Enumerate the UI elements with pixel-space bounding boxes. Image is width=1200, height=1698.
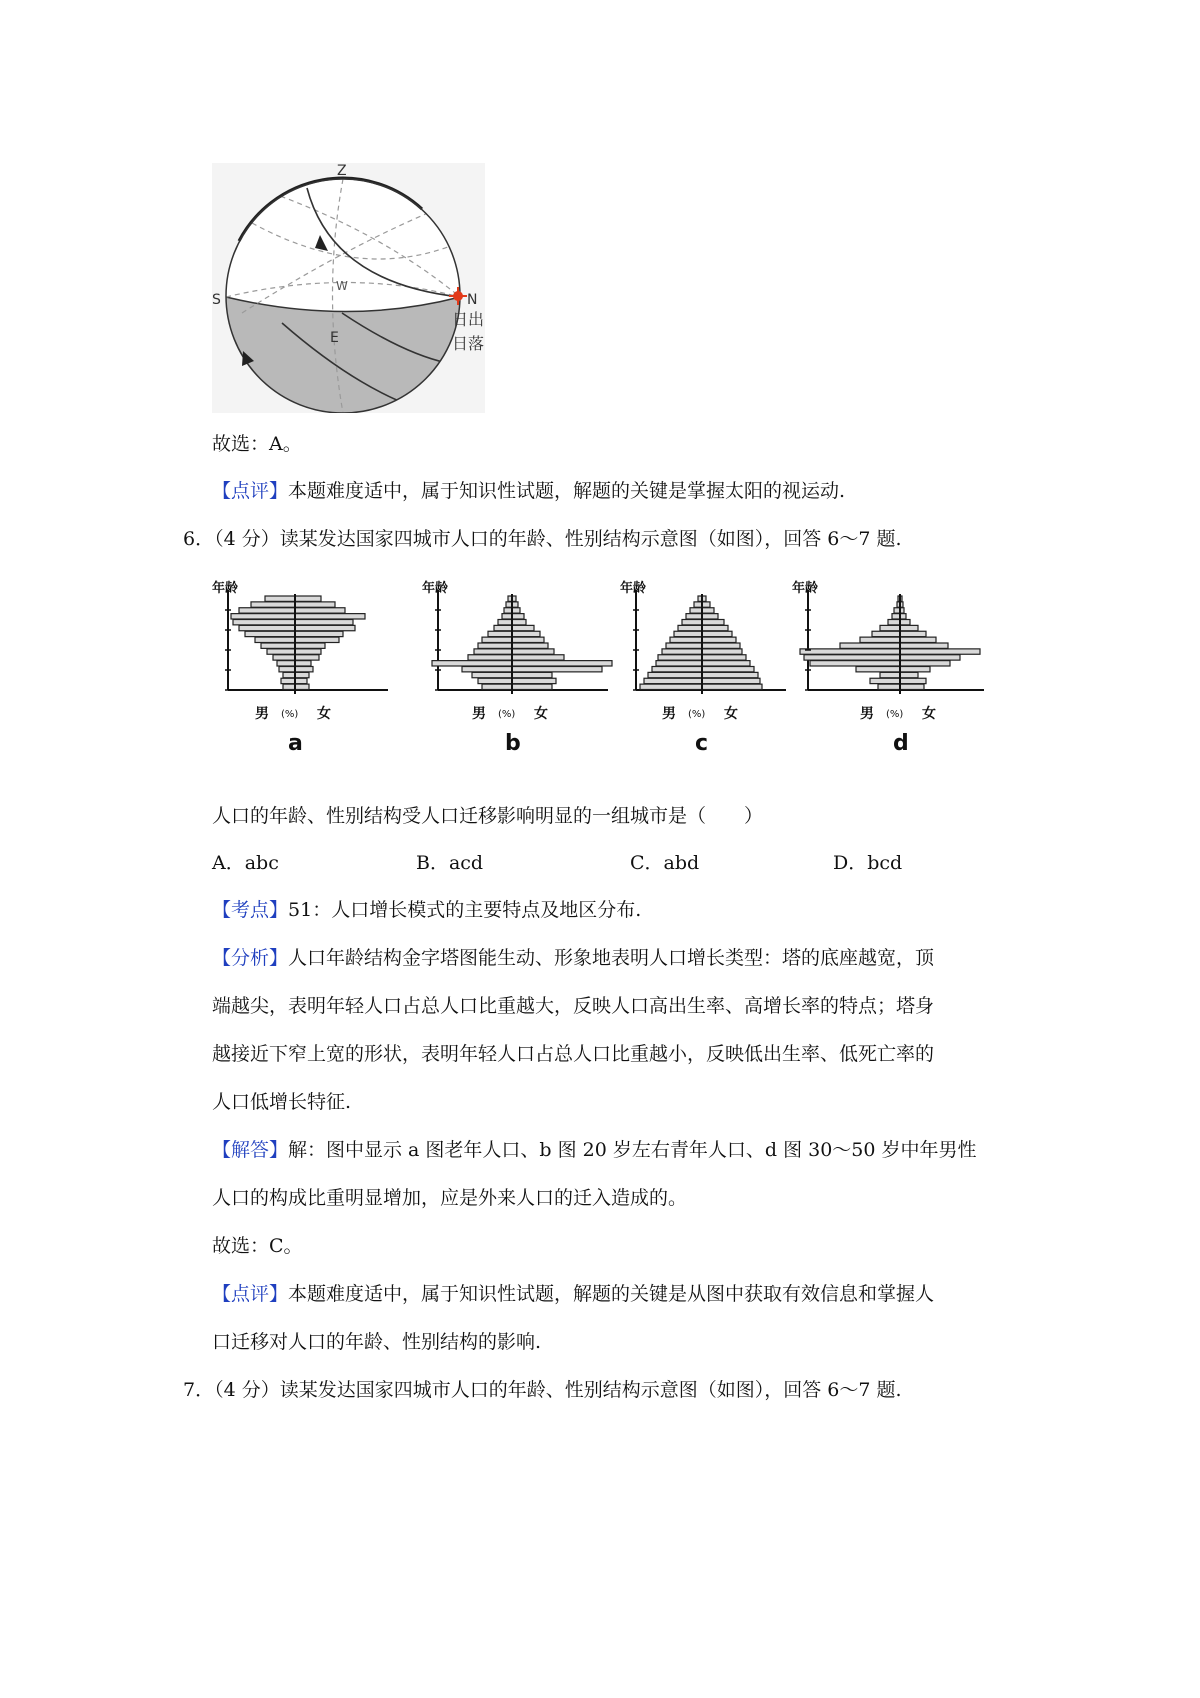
- pyramid-bar: [512, 643, 548, 648]
- pyramid-bar: [295, 614, 365, 619]
- pyramid-bar: [900, 661, 950, 666]
- unit-label: (%): [886, 709, 904, 720]
- pyramid-bar: [261, 643, 295, 648]
- pyramid-bar: [702, 649, 742, 654]
- panel-letter-a: a: [288, 731, 303, 756]
- q6-fenxi-line-3: 越接近下窄上宽的形状，表明年轻人口占总人口比重越小，反映低出生率、低死亡率的: [212, 1043, 935, 1065]
- pyramid-bar: [512, 608, 520, 613]
- pyramid-bar: [245, 631, 295, 636]
- pyramid-bar: [900, 655, 960, 660]
- pyramid-bar: [283, 672, 295, 677]
- male-label: 男: [860, 706, 874, 722]
- male-label: 男: [472, 706, 486, 722]
- pyramid-panel-b: [422, 580, 612, 756]
- pyramid-bar: [702, 667, 754, 672]
- pyramid-bar: [512, 620, 526, 625]
- q6-comment-line-2: 口迁移对人口的年龄、性别结构的影响.: [212, 1331, 542, 1353]
- pyramid-bar: [295, 602, 335, 607]
- pyramid-bar: [295, 661, 311, 666]
- pyramid-bar: [702, 614, 718, 619]
- zenith-label: Z: [337, 163, 347, 179]
- pyramid-bar: [295, 608, 345, 613]
- q6-jieda-line-2: 人口的构成比重明显增加，应是外来人口的迁入造成的。: [212, 1187, 688, 1209]
- panel-letter-c: c: [695, 731, 709, 756]
- pyramid-bar: [267, 649, 295, 654]
- female-label: 女: [534, 706, 548, 722]
- pyramid-bar: [512, 667, 602, 672]
- jieda-tag: 【解答】: [212, 1139, 289, 1161]
- pyramid-bar: [674, 631, 702, 636]
- q7-stem: 7．（4 分）读某发达国家四城市人口的年龄、性别结构示意图（如图），回答 6～7 题.: [183, 1379, 902, 1401]
- pyramid-bar: [900, 625, 918, 630]
- pyramid-bar: [640, 684, 702, 689]
- pyramid-bar: [468, 655, 512, 660]
- pyramid-panel-c: [620, 580, 786, 756]
- q6-kaodian: [212, 897, 641, 923]
- pyramid-bar: [662, 649, 702, 654]
- pyramid-bar: [512, 661, 612, 666]
- sunset-label: 日落: [452, 334, 485, 353]
- pyramid-bar: [295, 649, 321, 654]
- pyramid-bar: [504, 608, 512, 613]
- pyramid-bar: [900, 667, 930, 672]
- pyramid-bar: [878, 684, 900, 689]
- pyramid-bar: [295, 684, 309, 689]
- pyramid-bar: [900, 672, 918, 677]
- pyramid-bar: [900, 684, 924, 689]
- option-b: B．acd: [416, 852, 484, 874]
- pyramid-bar: [281, 678, 295, 683]
- pyramid-bar: [295, 620, 353, 625]
- pyramid-bar: [512, 655, 564, 660]
- pyramid-bar: [702, 625, 728, 630]
- comment-text-1: 本题难度适中，属于知识性试题，解题的关键是从图中获取有效信息和掌握人: [288, 1283, 935, 1305]
- pyramid-bar: [702, 661, 750, 666]
- pyramid-bar: [652, 667, 702, 672]
- pyramid-bar: [870, 678, 900, 683]
- age-axis-label: 年龄: [422, 581, 449, 596]
- comment-tag: 【点评】: [212, 1283, 289, 1305]
- pyramid-bar: [498, 620, 512, 625]
- pyramid-bar: [265, 596, 295, 601]
- pyramid-bar: [512, 631, 540, 636]
- pyramid-bar: [512, 625, 534, 630]
- pyramid-bar: [295, 672, 309, 677]
- pyramid-bar: [462, 667, 512, 672]
- pyramid-bar: [295, 655, 319, 660]
- pyramid-bar: [251, 602, 295, 607]
- pyramid-bar: [694, 602, 702, 607]
- sunrise-label: 日出: [452, 310, 485, 329]
- pyramid-bar: [512, 637, 544, 642]
- pyramid-bar: [279, 667, 295, 672]
- pyramid-bar: [702, 678, 760, 683]
- kaodian-text: 51：人口增长模式的主要特点及地区分布.: [288, 899, 642, 921]
- age-axis-label: 年龄: [212, 581, 239, 596]
- pyramid-bar: [856, 667, 900, 672]
- east-label: E: [330, 330, 339, 346]
- pyramid-bar: [478, 643, 512, 648]
- pyramid-bar: [512, 614, 524, 619]
- pyramid-bar: [295, 637, 339, 642]
- q6-fenxi-line-2: 端越尖，表明年轻人口占总人口比重越大，反映人口高出生率、高增长率的特点；塔身: [212, 995, 935, 1017]
- pyramid-bar: [512, 672, 552, 677]
- fenxi-tag: 【分析】: [212, 947, 289, 969]
- fenxi-text-1: 人口年龄结构金字塔图能生动、形象地表明人口增长类型：塔的底座越宽，顶: [288, 947, 935, 969]
- comment-tag: 【点评】: [212, 480, 289, 502]
- q6-question: 人口的年龄、性别结构受人口迁移影响明显的一组城市是（ ）: [212, 805, 764, 827]
- north-label: N: [467, 292, 478, 308]
- pyramid-bar: [512, 649, 554, 654]
- celestial-sphere-figure: [212, 163, 485, 413]
- pyramid-bar: [800, 649, 900, 654]
- pyramid-bar: [273, 655, 295, 660]
- population-pyramids-figure: [210, 580, 1050, 780]
- pyramid-bar: [283, 684, 295, 689]
- pyramid-bar: [900, 643, 948, 648]
- age-axis-label: 年龄: [792, 581, 819, 596]
- pyramid-bar: [512, 684, 552, 689]
- unit-label: (%): [498, 709, 516, 720]
- pyramid-bar: [702, 684, 762, 689]
- unit-label: (%): [688, 709, 706, 720]
- pyramid-bar: [690, 608, 702, 613]
- pyramid-bar: [900, 649, 980, 654]
- pyramid-bar: [295, 625, 355, 630]
- female-label: 女: [922, 706, 936, 722]
- pyramid-bar: [678, 625, 702, 630]
- pyramid-bar: [860, 637, 900, 642]
- pyramid-bar: [295, 643, 325, 648]
- comment-text: 本题难度适中，属于知识性试题，解题的关键是掌握太阳的视运动.: [288, 480, 846, 502]
- pyramid-bar: [239, 625, 295, 630]
- jieda-text-1: 解：图中显示 a 图老年人口、b 图 20 岁左右青年人口、d 图 30～50 岁中年男性: [288, 1139, 977, 1161]
- option-d: D．bcd: [833, 852, 903, 874]
- pyramid-bar: [702, 608, 714, 613]
- q6-jieda-line-1: [212, 1137, 977, 1163]
- option-a: A．abc: [212, 852, 279, 874]
- pyramid-bar: [900, 620, 910, 625]
- pyramid-bar: [488, 631, 512, 636]
- option-c: C．abd: [630, 852, 700, 874]
- pyramid-bar: [872, 631, 900, 636]
- pyramid-panel-a: [212, 580, 388, 756]
- pyramid-bar: [670, 637, 702, 642]
- q6-comment-line-1: [212, 1281, 934, 1307]
- pyramid-bar: [295, 667, 313, 672]
- panel-letter-b: b: [505, 731, 521, 756]
- female-label: 女: [317, 706, 331, 722]
- pyramid-bar: [810, 661, 900, 666]
- pyramid-bar: [702, 602, 710, 607]
- pyramid-bar: [233, 620, 295, 625]
- q5-comment: [212, 478, 845, 504]
- pyramid-bar: [900, 678, 926, 683]
- pyramid-bar: [702, 672, 758, 677]
- pyramid-bar: [888, 620, 900, 625]
- pyramid-panel-d: [792, 580, 984, 756]
- pyramid-bar: [474, 649, 512, 654]
- male-label: 男: [662, 706, 676, 722]
- pyramid-bar: [295, 596, 321, 601]
- female-label: 女: [724, 706, 738, 722]
- pyramid-bar: [702, 643, 740, 648]
- q6-stem: 6．（4 分）读某发达国家四城市人口的年龄、性别结构示意图（如图），回答 6～7 题.: [183, 528, 902, 550]
- pyramid-bar: [900, 637, 936, 642]
- q5-choice: 故选：A。: [212, 433, 302, 455]
- pyramid-bar: [482, 684, 512, 689]
- pyramid-bar: [880, 672, 900, 677]
- q6-fenxi-line-4: 人口低增长特征.: [212, 1091, 352, 1113]
- unit-label: (%): [281, 709, 299, 720]
- pyramid-bar: [682, 620, 702, 625]
- q6-choice: 故选：C。: [212, 1235, 303, 1257]
- kaodian-tag: 【考点】: [212, 899, 289, 921]
- pyramid-bar: [494, 625, 512, 630]
- pyramid-bar: [648, 672, 702, 677]
- pyramid-bar: [644, 678, 702, 683]
- pyramid-bar: [686, 614, 702, 619]
- pyramid-bar: [512, 678, 556, 683]
- pyramid-bar: [702, 655, 746, 660]
- male-label: 男: [255, 706, 269, 722]
- pyramid-bar: [432, 661, 512, 666]
- pyramid-bar: [892, 614, 900, 619]
- pyramid-bar: [658, 655, 702, 660]
- pyramid-bar: [666, 643, 702, 648]
- west-label: W: [336, 279, 348, 293]
- pyramid-bar: [656, 661, 702, 666]
- pyramid-bar: [702, 637, 736, 642]
- pyramid-bar: [478, 678, 512, 683]
- pyramid-bar: [702, 620, 724, 625]
- panel-letter-d: d: [893, 731, 909, 756]
- pyramid-bar: [702, 631, 732, 636]
- pyramid-bar: [900, 631, 926, 636]
- age-axis-label: 年龄: [620, 581, 647, 596]
- pyramid-bar: [295, 631, 343, 636]
- pyramid-bar: [277, 661, 295, 666]
- pyramid-bar: [840, 643, 900, 648]
- pyramid-bar: [482, 637, 512, 642]
- pyramid-bar: [880, 625, 900, 630]
- south-label: S: [212, 292, 221, 308]
- pyramid-bar: [472, 672, 512, 677]
- pyramid-bar: [231, 614, 295, 619]
- q6-fenxi-line-1: [212, 945, 934, 971]
- pyramid-bar: [804, 655, 900, 660]
- pyramid-bar: [239, 608, 295, 613]
- pyramid-bar: [295, 678, 307, 683]
- pyramid-bar: [255, 637, 295, 642]
- pyramid-bar: [502, 614, 512, 619]
